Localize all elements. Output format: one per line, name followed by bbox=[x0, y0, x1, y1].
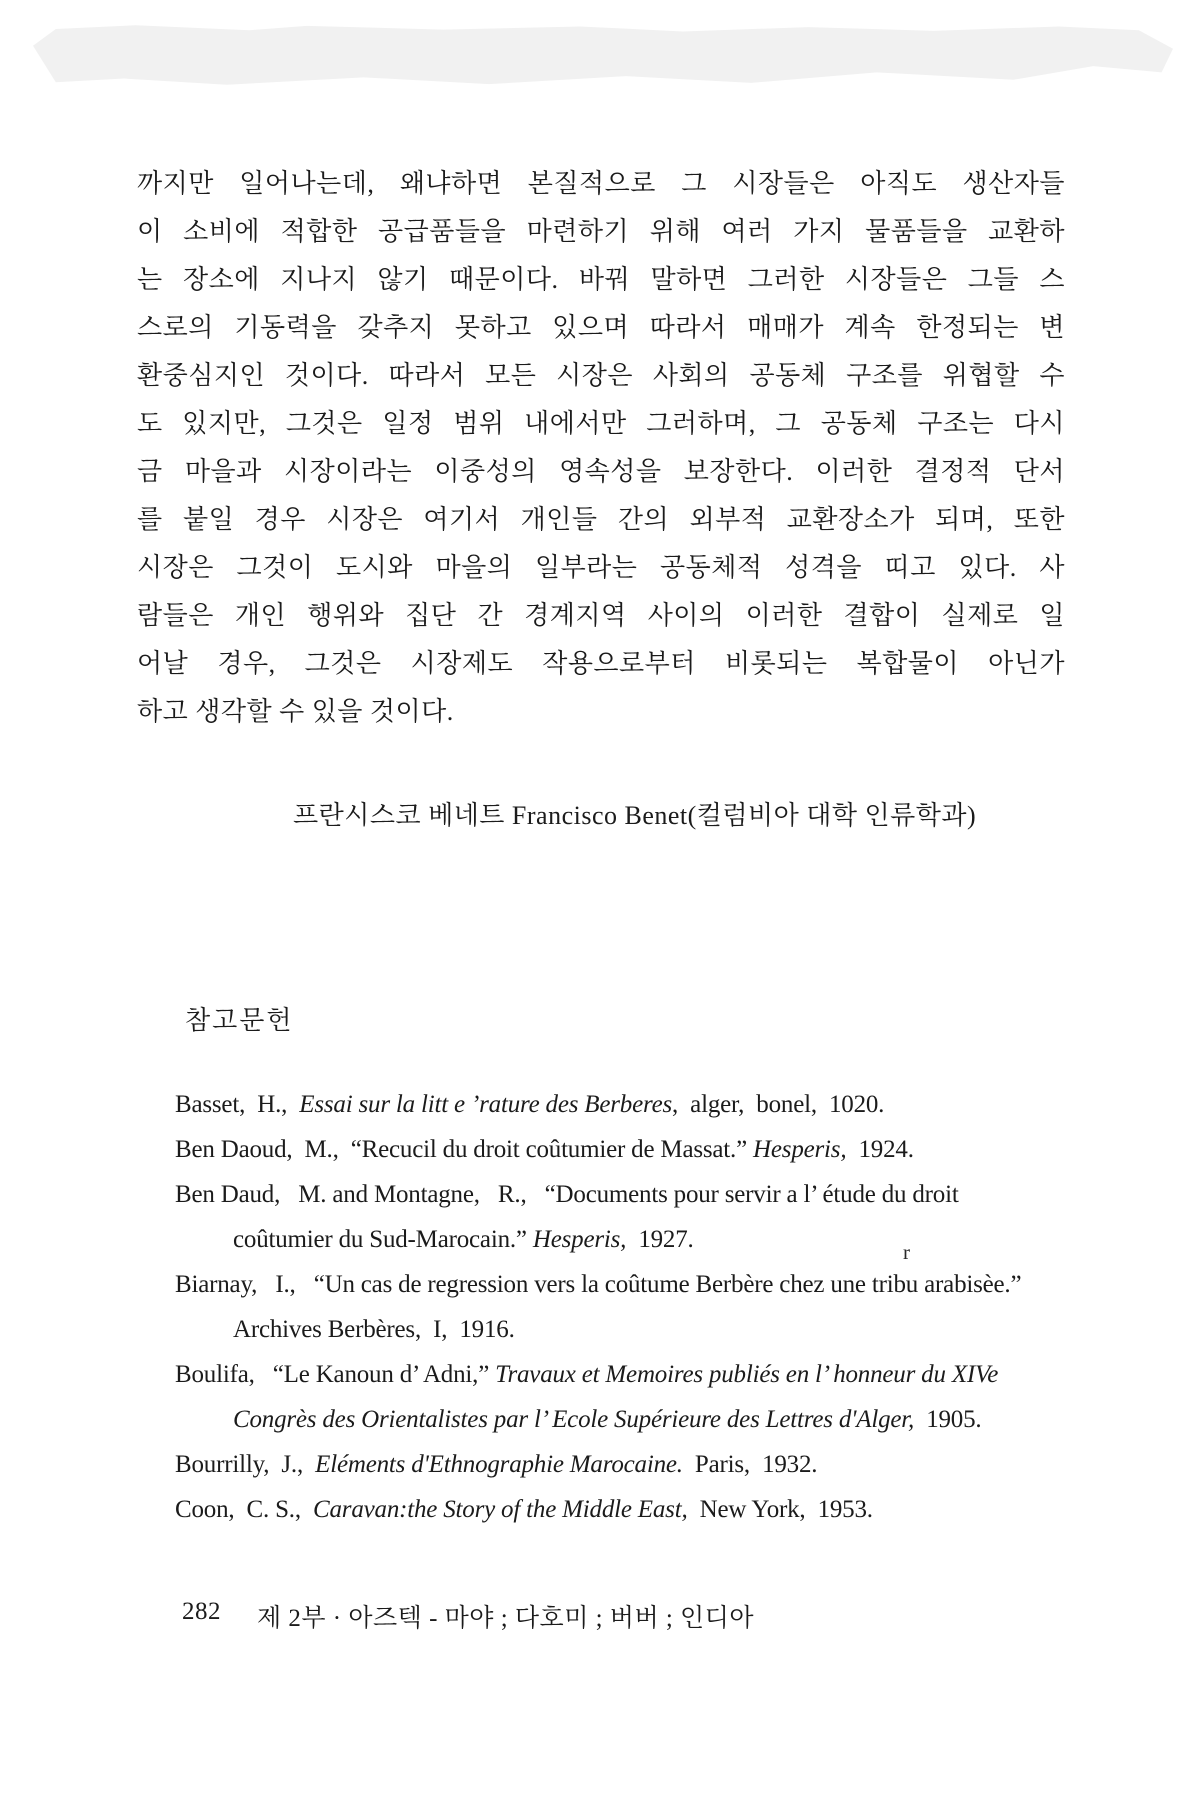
print-artifact: r bbox=[903, 1240, 910, 1264]
bib-entry-bourrilly bbox=[175, 1442, 1080, 1487]
paragraph-line: 어날 경우, 그것은 시장제도 작용으로부터 비롯되는 복합물이 아닌가 bbox=[137, 649, 1065, 678]
bib-detail: 1927. bbox=[626, 1226, 694, 1253]
author-attribution: 프란시스코 베네트 Francisco Benet(컬럼비아 대학 인류학과) bbox=[293, 801, 977, 830]
bib-detail: 1924. bbox=[846, 1136, 914, 1163]
bib-entry-ben-daud-line1 bbox=[175, 1172, 1080, 1217]
bib-detail: New York, 1953. bbox=[687, 1496, 873, 1523]
bib-journal: Hesperis, bbox=[753, 1136, 847, 1163]
bib-journal: Hesperis, bbox=[532, 1226, 627, 1253]
paragraph-line: 이 소비에 적합한 공급품들을 마련하기 위해 여러 가지 물품들을 교환하 bbox=[137, 217, 1065, 246]
paragraph-line: 금 마을과 시장이라는 이중성의 영속성을 보장한다. 이러한 결정적 단서 bbox=[137, 457, 1065, 486]
section-title: 제 2부 · 아즈텍 - 마야 ; 다호미 ; 버버 ; 인디아 bbox=[257, 1605, 754, 1632]
scan-artifact-band bbox=[33, 24, 1173, 86]
paragraph-line: 스로의 기동력을 갖추지 못하고 있으며 따라서 매매가 계속 한정되는 변 bbox=[137, 313, 1065, 342]
bib-author: Boulifa, “Le Kanoun d’ Adni,” bbox=[175, 1361, 496, 1388]
paragraph-line: 를 붙일 경우 시장은 여기서 개인들 간의 외부적 교환장소가 되며, 또한 bbox=[137, 505, 1065, 534]
page-footer bbox=[182, 1598, 754, 1634]
bib-entry-boulifa-line1 bbox=[175, 1352, 1080, 1397]
page-number: 282 bbox=[182, 1598, 221, 1625]
references-heading: 참고문헌 bbox=[185, 1006, 294, 1035]
paragraph-line: 는 장소에 지나지 않기 때문이다. 바꿔 말하면 그러한 시장들은 그들 스 bbox=[137, 265, 1065, 294]
bib-author: Basset, H., bbox=[175, 1091, 300, 1118]
main-paragraph bbox=[137, 160, 1065, 736]
bib-entry-ben-daoud bbox=[175, 1127, 1080, 1172]
bib-detail: Archives Berbères, I, 1916. bbox=[233, 1316, 515, 1343]
bib-author: Ben Daud, M. and Montagne, R., “Documents pour servir a l’ étude du droit bbox=[175, 1181, 959, 1208]
bib-author: Biarnay, I., “Un cas de regression vers la coûtume Berbère chez une tribu arabisèe.” bbox=[175, 1271, 1022, 1298]
paragraph-line: 환중심지인 것이다. 따라서 모든 시장은 사회의 공동체 구조를 위협할 수 bbox=[137, 361, 1065, 390]
bib-detail: 1905. bbox=[914, 1406, 982, 1433]
bib-author: Ben Daoud, M., “Recucil du droit coûtumier de Massat.” bbox=[175, 1136, 754, 1163]
bib-entry-biarnay-line1 bbox=[175, 1262, 1080, 1307]
bib-entry-basset bbox=[175, 1082, 1080, 1127]
bib-title: Travaux et Memoires publiés en l’ honneur du XIVe bbox=[495, 1361, 999, 1388]
bib-author: Bourrilly, J., bbox=[175, 1451, 316, 1478]
bib-entry-coon bbox=[175, 1487, 1080, 1532]
paragraph-line: 시장은 그것이 도시와 마을의 일부라는 공동체적 성격을 띠고 있다. 사 bbox=[137, 553, 1065, 582]
paragraph-line: 도 있지만, 그것은 일정 범위 내에서만 그러하며, 그 공동체 구조는 다시 bbox=[137, 409, 1065, 438]
bib-title: Congrès des Orientalistes par l’ Ecole Supérieure des Lettres d'Alger, bbox=[233, 1406, 915, 1433]
bib-title: Eléments d'Ethnographie Marocaine. bbox=[315, 1451, 683, 1478]
bib-entry-ben-daud-line2 bbox=[175, 1217, 1080, 1262]
paragraph-line: 람들은 개인 행위와 집단 간 경계지역 사이의 이러한 결합이 실제로 일 bbox=[137, 601, 1065, 630]
bib-detail: , alger, bonel, 1020. bbox=[672, 1091, 885, 1118]
bib-entry-biarnay-line2 bbox=[175, 1307, 1080, 1352]
bib-author: Coon, C. S., bbox=[175, 1496, 314, 1523]
bib-title: Essai sur la litt e ’rature des Berberes bbox=[299, 1091, 673, 1118]
bibliography bbox=[175, 1082, 1080, 1532]
paragraph-line: 까지만 일어나는데, 왜냐하면 본질적으로 그 시장들은 아직도 생산자들 bbox=[137, 169, 1065, 198]
paragraph-line: 하고 생각할 수 있을 것이다. bbox=[137, 697, 454, 726]
bib-detail: Paris, 1932. bbox=[682, 1451, 818, 1478]
bib-entry-boulifa-line2 bbox=[175, 1397, 1080, 1442]
bib-title: Caravan:the Story of the Middle East, bbox=[313, 1496, 688, 1523]
bib-detail: coûtumier du Sud-Marocain.” bbox=[233, 1226, 533, 1253]
